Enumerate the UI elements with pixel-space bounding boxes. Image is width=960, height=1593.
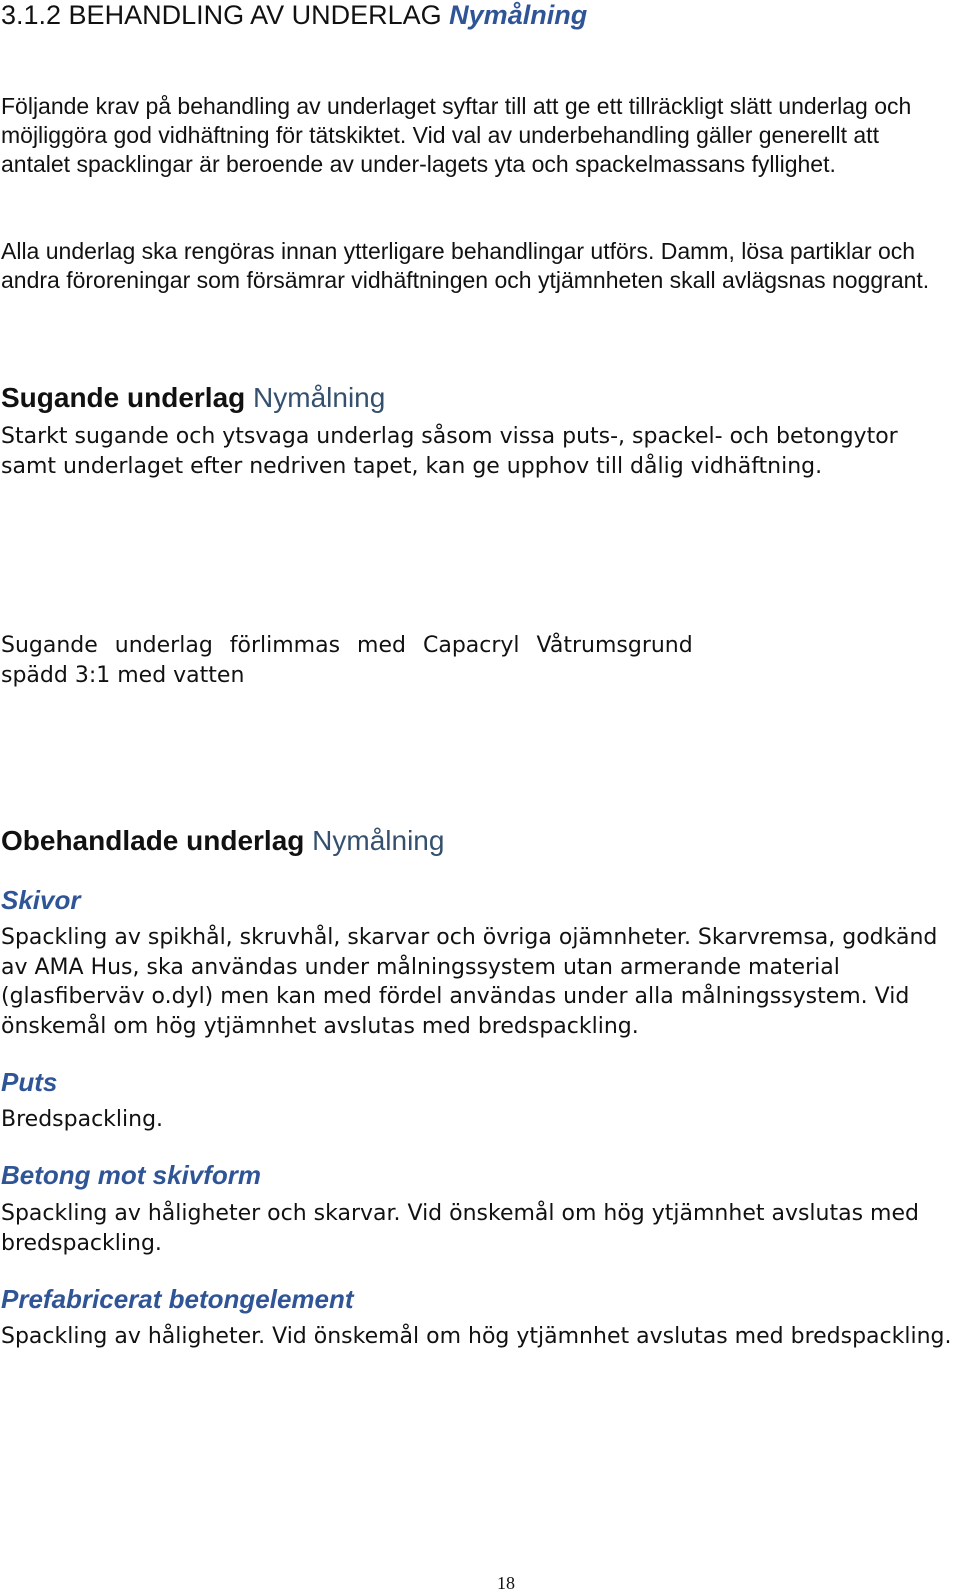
subsection-body-prefab: Spackling av håligheter. Vid önskemål om hög ytjämnhet avslutas med bredspackling. (1, 1324, 952, 1349)
sugande-note-line-2: spädd 3:1 med vatten (1, 663, 245, 688)
sugande-body: Starkt sugande och ytsvaga underlag såsom vissa puts-, spackel- och betongytor samt underlaget efter nedriven tapet, kan ge upphov till dålig vidhäftning. (1, 424, 898, 479)
sugande-heading-tag: Nymålning (253, 382, 386, 413)
intro-paragraph-2-lead: Alla underlag ska rengöras innan ytterligare behandlingar utförs. (1, 238, 655, 264)
page-number: 18 (497, 1573, 515, 1593)
subsection-body-betong: Spackling av håligheter och skarvar. Vid önskemål om hög ytjämnhet avslutas med bredspackling. (1, 1201, 919, 1256)
subsection-body-puts: Bredspackling. (1, 1107, 164, 1132)
section-tag: Nymålning (449, 0, 588, 30)
section-heading (1, 0, 587, 30)
subsection-body-skivor: Spackling av spikhål, skruvhål, skarvar och övriga ojämnheter. Skarvremsa, godkänd av AMA Hus, ska användas under målningssystem utan armerande material (glasfiberväv o.dyl) men kan med fördel användas under alla målningssystem. Vid önskemål om hög ytjämnhet avslutas med bredspackling. (1, 925, 938, 1039)
obehandlade-heading-tag: Nymålning (312, 825, 445, 856)
intro-paragraph-2-rest: Damm, lösa partiklar och andra föroreningar som försämrar vidhäftningen och ytjämnheten skall avlägsnas noggrant. (1, 238, 930, 293)
intro-paragraph-1: Följande krav på behandling av underlaget syftar till att ge ett tillräckligt slätt underlag och möjliggöra god vidhäftning för tätskiktet. Vid val av underbehandling gäller generellt att antalet spacklingar är beroende av under-lagets yta och spackelmassans fyllighet. (1, 93, 912, 177)
obehandlade-heading-text: Obehandlade underlag (1, 825, 305, 856)
subsection-title-skivor: Skivor (1, 885, 81, 915)
sugande-note-line-1: Sugande underlag förlimmas med Capacryl Våtrumsgrund (1, 633, 693, 658)
obehandlade-heading (1, 825, 444, 857)
sugande-heading-text: Sugande underlag (1, 382, 246, 413)
subsection-title-betong: Betong mot skivform (1, 1160, 262, 1190)
sugande-heading (1, 382, 385, 414)
section-number-title: 3.1.2 BEHANDLING AV UNDERLAG (1, 0, 442, 30)
subsection-title-prefab: Prefabricerat betongelement (1, 1284, 354, 1314)
intro-paragraph-2 (1, 237, 951, 295)
subsection-title-puts: Puts (1, 1067, 58, 1097)
